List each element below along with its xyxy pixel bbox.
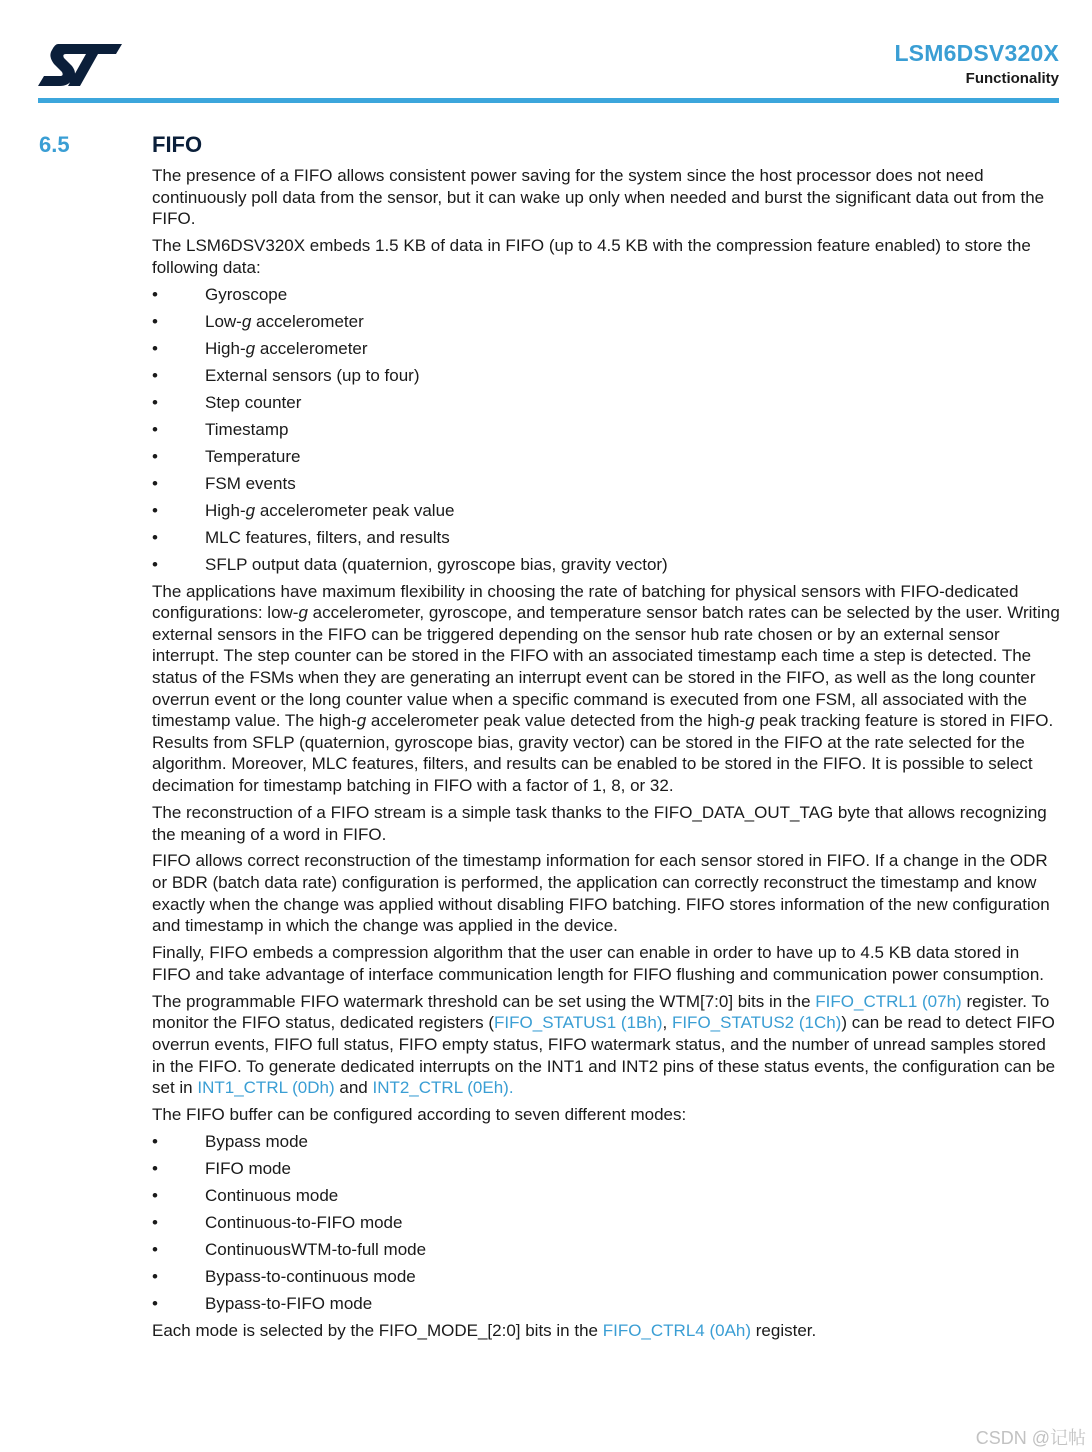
paragraph <box>152 581 1062 797</box>
list-item-text: SFLP output data (quaternion, gyroscope bias, gravity vector) <box>205 554 668 574</box>
list-item-text: accelerometer peak value <box>255 500 455 520</box>
text-run: ) can be read to detect FIFO overrun events, FIFO full status, FIFO empty status, FIFO watermark status, and the number of unread samples stored in the FIFO. To generate dedicated interrupts on the INT1 and INT2 pins of these status events, the configuration can be set in <box>152 1013 1056 1098</box>
list-item <box>152 365 1062 387</box>
list-item-text: accelerometer <box>255 338 368 358</box>
document-title: LSM6DSV320X <box>894 40 1059 66</box>
list-item-text: Bypass mode <box>205 1132 308 1152</box>
list-item-text: Step counter <box>205 392 302 412</box>
stored-data-list <box>152 284 1062 575</box>
text-run: register. <box>751 1321 817 1341</box>
watermark: CSDN @记帖 <box>975 1428 1086 1448</box>
list-item-text: g <box>245 338 256 358</box>
bullet-icon: • <box>152 338 158 358</box>
list-item <box>152 1239 1062 1261</box>
bullet-icon: • <box>152 1213 158 1233</box>
link-fifo-ctrl4[interactable]: FIFO_CTRL4 (0Ah) <box>602 1321 752 1341</box>
paragraph: FIFO allows correct reconstruction of the timestamp information for each sensor stored in FIFO. If a change in the ODR or BDR (batch data rate) configuration is performed, the application can correctly reconstruct the timestamp and know exactly when the change was applied without disabling FIFO batching. FIFO stores information of the new configuration and timestamp in which the change was applied in the device. <box>152 851 1050 936</box>
section-body <box>152 165 1062 1347</box>
list-item-text: accelerometer <box>251 311 364 331</box>
text-run: . <box>508 1078 514 1098</box>
list-item <box>152 1212 1062 1234</box>
link-int2-ctrl[interactable]: INT2_CTRL (0Eh) <box>372 1078 509 1098</box>
fifo-modes-list <box>152 1131 1062 1315</box>
list-item-text: Continuous-to-FIFO mode <box>205 1213 403 1233</box>
bullet-icon: • <box>152 284 158 304</box>
text-run: accelerometer peak value detected from the high- <box>366 711 746 731</box>
paragraph: The presence of a FIFO allows consistent power saving for the system since the host processor does not need continuously poll data from the sensor, but it can wake up only when needed and burst the significant data out from the FIFO. <box>152 166 1045 229</box>
bullet-icon: • <box>152 527 158 547</box>
list-item <box>152 1185 1062 1207</box>
text-run: Each mode is selected by the FIFO_MODE_[2:0] bits in the <box>152 1321 603 1341</box>
list-item-text: Bypass-to-FIFO mode <box>205 1294 373 1314</box>
bullet-icon: • <box>152 1186 158 1206</box>
list-item <box>152 527 1062 549</box>
bullet-icon: • <box>152 365 158 385</box>
list-item-text: Bypass-to-continuous mode <box>205 1267 416 1287</box>
list-item-text: Continuous mode <box>205 1186 339 1206</box>
text-run: , <box>662 1013 672 1033</box>
bullet-icon: • <box>152 1159 158 1179</box>
list-item-text: Gyroscope <box>205 284 288 304</box>
list-item <box>152 554 1062 576</box>
bullet-icon: • <box>152 500 158 520</box>
text-run: accelerometer, gyroscope, and temperature sensor batch rates can be selected by the user. Writing external sensors in the FIFO can be triggered depending on the sensor hub rate chosen or by an external sensor interrupt. The step counter can be stored in the FIFO with an associated timestamp each time a step is detected. The status of the FSMs when they are generating an interrupt event can be stored in the FIFO, as well as the long counter overrun event or the long counter value when a specific command is executed from one FSM, all associated with the timestamp value. The high- <box>152 603 1060 731</box>
link-fifo-status2[interactable]: FIFO_STATUS2 (1Ch) <box>671 1013 842 1033</box>
text-run: The programmable FIFO watermark threshold can be set using the WTM[7:0] bits in the <box>152 991 816 1011</box>
paragraph: The FIFO buffer can be configured according to seven different modes: <box>152 1105 687 1125</box>
bullet-icon: • <box>152 392 158 412</box>
list-item-text: High- <box>205 500 246 520</box>
section-title: FIFO <box>152 132 203 157</box>
bullet-icon: • <box>152 473 158 493</box>
bullet-icon: • <box>152 1267 158 1287</box>
list-item-text: MLC features, filters, and results <box>205 527 450 547</box>
list-item-text: g <box>245 500 256 520</box>
bullet-icon: • <box>152 1132 158 1152</box>
list-item-text: FIFO mode <box>205 1159 291 1179</box>
text-run: g <box>298 603 308 623</box>
list-item-text: External sensors (up to four) <box>205 365 420 385</box>
document-chapter: Functionality <box>965 70 1059 87</box>
list-item-text: g <box>241 311 252 331</box>
text-run: and <box>334 1078 373 1098</box>
list-item-text: Low- <box>205 311 242 331</box>
list-item <box>152 1158 1062 1180</box>
text-run: g <box>745 711 755 731</box>
list-item <box>152 419 1062 441</box>
text-run: The applications have maximum flexibility in choosing the rate of batching for physical sensors with FIFO-dedicated configurations: low- <box>152 581 1019 623</box>
list-item <box>152 1266 1062 1288</box>
text-run: g <box>356 711 367 731</box>
bullet-icon: • <box>152 311 158 331</box>
paragraph: The reconstruction of a FIFO stream is a simple task thanks to the FIFO_DATA_OUT_TAG byte that allows recognizing the meaning of a word in FIFO. <box>152 802 1047 844</box>
section-number: 6.5 <box>39 132 70 157</box>
list-item <box>152 473 1062 495</box>
list-item-text: Temperature <box>205 446 301 466</box>
bullet-icon: • <box>152 419 158 439</box>
bullet-icon: • <box>152 554 158 574</box>
list-item <box>152 446 1062 468</box>
list-item <box>152 392 1062 414</box>
list-item <box>152 338 1062 360</box>
list-item <box>152 1131 1062 1153</box>
st-logo-icon <box>38 40 122 88</box>
list-item-text: ContinuousWTM-to-full mode <box>205 1240 427 1260</box>
list-item <box>152 500 1062 522</box>
list-item <box>152 311 1062 333</box>
bullet-icon: • <box>152 1294 158 1314</box>
paragraph: The LSM6DSV320X embeds 1.5 KB of data in FIFO (up to 4.5 KB with the compression feature enabled) to store the following data: <box>152 236 1031 277</box>
paragraph: Finally, FIFO embeds a compression algorithm that the user can enable in order to have up to 4.5 KB data stored in FIFO and take advantage of interface communication length for FIFO flushing and communication power consumption. <box>152 943 1045 984</box>
list-item-text: High- <box>205 338 246 358</box>
list-item <box>152 1293 1062 1315</box>
list-item <box>152 284 1062 306</box>
header-divider <box>38 98 1059 103</box>
text-run: register. To monitor the FIFO status, dedicated registers ( <box>152 991 1050 1033</box>
link-int1-ctrl[interactable]: INT1_CTRL (0Dh) <box>197 1078 335 1098</box>
paragraph <box>152 1320 1062 1342</box>
link-fifo-status1[interactable]: FIFO_STATUS1 (1Bh) <box>494 1013 663 1033</box>
list-item-text: Timestamp <box>205 419 289 439</box>
bullet-icon: • <box>152 1240 158 1260</box>
link-fifo-ctrl1[interactable]: FIFO_CTRL1 (07h) <box>815 991 962 1011</box>
paragraph <box>152 991 1062 1099</box>
list-item-text: FSM events <box>205 473 296 493</box>
text-run: peak tracking feature is stored in FIFO. Results from SFLP (quaternion, gyroscope bias, gravity vector) can be stored in the FIFO at the rate selected for the algorithm. Moreover, MLC features, filters, and results can be enabled to be stored in the FIFO. It is possible to select decimation for timestamp batching in FIFO with a factor of 1, 8, or 32. <box>152 711 1054 795</box>
bullet-icon: • <box>152 446 158 466</box>
